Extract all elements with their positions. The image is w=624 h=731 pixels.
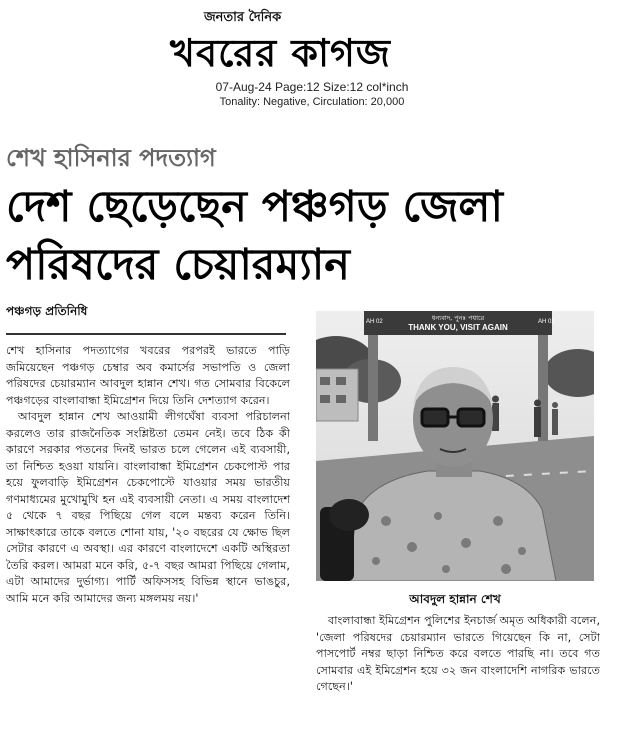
photo-caption: আবদুল হান্নান শেখ [409, 592, 501, 606]
clipping-meta-line: 07-Aug-24 Page:12 Size:12 col*inch [215, 80, 409, 94]
byline-rule [6, 333, 286, 335]
masthead-title: খবরের কাগজ [170, 31, 391, 75]
paragraph: বাংলাবান্ধা ইমিগ্রেশন পুলিশের ইনচার্জ অমৃত অধিকারী বলেন, 'জেলা পরিষদের চেয়ারম্যান ভারতে গিয়েছেন কি না, সেটা পাসপোর্ট নম্বর ছাড়া নিশ্চিত করে বলতে পারছি না। তবে গত সোমবার এই ইমিগ্রেশন হয়ে ৩২ জন বাংলাদেশি নাগরিক ভারতে গেছেন।' [316, 614, 600, 693]
masthead-tagline: জনতার দৈনিক [204, 10, 282, 25]
sign-code-left: AH 02 [366, 319, 383, 325]
headline-line-1: দেশ ছেড়েছেন পঞ্চগড় জেলা [6, 182, 503, 232]
article-photo [316, 311, 594, 581]
photo-illustration [316, 311, 594, 581]
clipping-meta-line-2: Tonality: Negative, Circulation: 20,000 [219, 96, 405, 108]
sign-text-bengali: ধন্যবাদ, পুনঃ পধারে [431, 314, 485, 322]
sign-text: THANK YOU, VISIT AGAIN [408, 323, 508, 332]
paragraph: আবদুল হান্নান শেখ আওয়ামী লীগঘেঁষা ব্যবসা পরিচালনা করলেও তার রাজনৈতিক সংশ্লিষ্টতা তেমন নেই। তবে ঠিক কী কারণে সরকার পতনের দিনই ভারত চলে গেলেন এই ব্যবসায়ী, তা নিশ্চিত হওয়া যায়নি। বাংলাবান্ধা ইমিগ্রেশন চেকপোস্ট পার হয়ে ফুলবাড়ি ইমিগ্রেশন চেকপোস্টে যাওয়ার সময় ভারতীয় গণমাধ্যমের মুখোমুখি হন এই ব্যবসায়ী নেতা। এ সময় বাংলাদেশ ৫ থেকে ৭ বছর পিছিয়ে গেল বলে মন্তব্য করেন তিনি। সাক্ষাৎকারে তাকে বলতে শোনা যায়, '২০ বছরের যে ক্ষোভ ছিল সেটার কারণে এ অবস্থা। এর কারণে বাংলাদেশে একটি অস্থিরতা তৈরি করল। আমরা মনে করি, ৫-৭ বছর আমরা পিছিয়ে গেলাম, এটা আমাদের দুর্ভাগ্য। পার্টি অফিসসহ বিভিন্ন স্থানে ভাঙচুর, আমি মনে করি আমাদের জন্য মঙ্গলময় নয়।' [6, 410, 290, 605]
article-body-right [316, 613, 600, 728]
article-kicker: শেখ হাসিনার পদত্যাগ [6, 144, 216, 172]
masthead [0, 0, 624, 120]
sign-code-right: AH 02 [538, 319, 555, 325]
headline-line-2: পরিষদের চেয়ারম্যান [6, 240, 350, 290]
article-body-left [6, 343, 290, 728]
paragraph: শেখ হাসিনার পদত্যাগের খবরের পরপরই ভারতে পাড়ি জমিয়েছেন পঞ্চগড় চেম্বার অব কমার্সের সভাপতি ও জেলা পরিষদের চেয়ারম্যান আবদুল হান্নান শেখ। গত সোমবার বিকেলে পঞ্চগড়ের বাংলাবান্ধা ইমিগ্রেশন দিয়ে তিনি দেশত্যাগ করেন। [6, 344, 290, 407]
byline: পঞ্চগড় প্রতিনিধি [6, 304, 88, 318]
